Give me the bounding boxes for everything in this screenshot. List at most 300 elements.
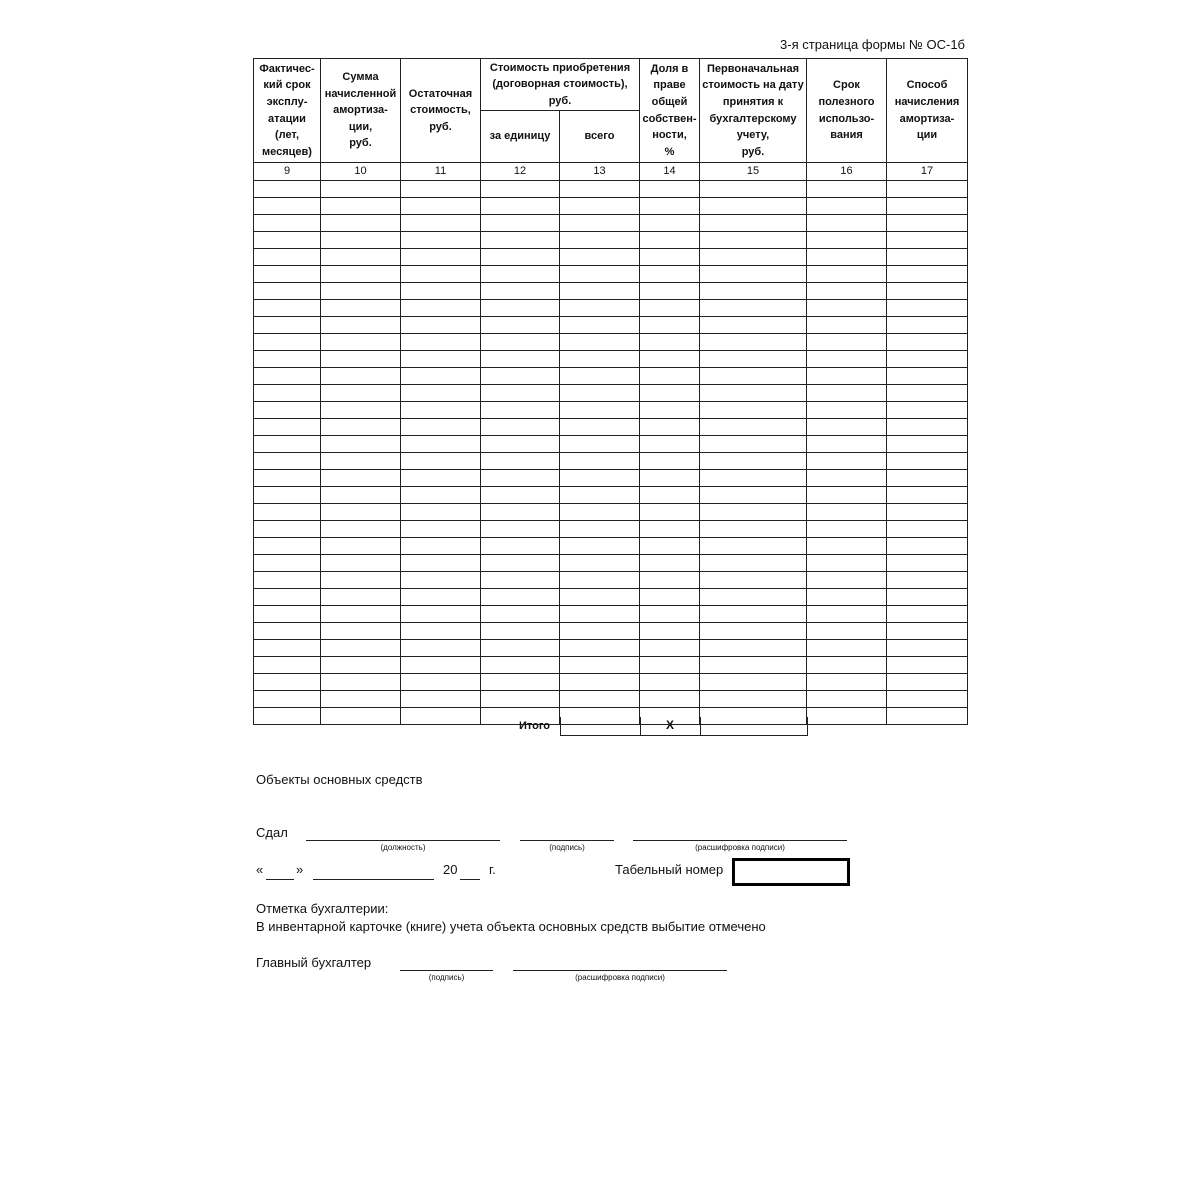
- table-cell[interactable]: [254, 248, 321, 265]
- table-cell[interactable]: [807, 265, 887, 282]
- total-cell-13[interactable]: [560, 717, 641, 736]
- table-cell[interactable]: [254, 690, 321, 707]
- table-row: [254, 214, 968, 231]
- table-cell[interactable]: [807, 469, 887, 486]
- table-cell[interactable]: [700, 690, 807, 707]
- table-cell[interactable]: [887, 350, 968, 367]
- table-cell[interactable]: [640, 282, 700, 299]
- table-cell[interactable]: [807, 537, 887, 554]
- table-cell[interactable]: [481, 367, 560, 384]
- table-row: [254, 656, 968, 673]
- table-cell[interactable]: [481, 350, 560, 367]
- table-cell[interactable]: [807, 299, 887, 316]
- table-cell[interactable]: [321, 639, 401, 656]
- table-cell[interactable]: [887, 639, 968, 656]
- table-cell[interactable]: [700, 384, 807, 401]
- table-cell[interactable]: [560, 673, 640, 690]
- table-cell[interactable]: [887, 503, 968, 520]
- table-cell[interactable]: [700, 486, 807, 503]
- table-cell[interactable]: [560, 180, 640, 197]
- table-cell[interactable]: [401, 214, 481, 231]
- table-cell[interactable]: [560, 299, 640, 316]
- table-cell[interactable]: [401, 707, 481, 724]
- table-cell[interactable]: [254, 588, 321, 605]
- table-cell[interactable]: [560, 367, 640, 384]
- table-cell[interactable]: [640, 248, 700, 265]
- table-cell[interactable]: [321, 401, 401, 418]
- table-cell[interactable]: [481, 248, 560, 265]
- table-row: [254, 571, 968, 588]
- table-cell[interactable]: [254, 214, 321, 231]
- table-cell[interactable]: [254, 384, 321, 401]
- table-cell[interactable]: [640, 197, 700, 214]
- table-cell[interactable]: [700, 248, 807, 265]
- table-cell[interactable]: [700, 350, 807, 367]
- table-cell[interactable]: [887, 605, 968, 622]
- month-line[interactable]: [313, 879, 434, 880]
- table-cell[interactable]: [560, 503, 640, 520]
- table-cell[interactable]: [254, 520, 321, 537]
- table-cell[interactable]: [254, 554, 321, 571]
- table-cell[interactable]: [887, 180, 968, 197]
- table-cell[interactable]: [401, 605, 481, 622]
- table-cell[interactable]: [401, 282, 481, 299]
- table-cell[interactable]: [321, 214, 401, 231]
- table-cell[interactable]: [481, 265, 560, 282]
- table-cell[interactable]: [640, 639, 700, 656]
- table-cell[interactable]: [700, 265, 807, 282]
- table-cell[interactable]: [807, 282, 887, 299]
- table-cell[interactable]: [887, 197, 968, 214]
- table-cell[interactable]: [807, 690, 887, 707]
- table-cell[interactable]: [560, 418, 640, 435]
- table-cell[interactable]: [640, 537, 700, 554]
- table-cell[interactable]: [807, 248, 887, 265]
- table-cell[interactable]: [640, 367, 700, 384]
- table-cell[interactable]: [807, 622, 887, 639]
- table-cell[interactable]: [254, 418, 321, 435]
- table-cell[interactable]: [254, 282, 321, 299]
- table-cell[interactable]: [807, 350, 887, 367]
- table-cell[interactable]: [807, 418, 887, 435]
- table-cell[interactable]: [401, 588, 481, 605]
- table-cell[interactable]: [807, 554, 887, 571]
- table-cell[interactable]: [254, 367, 321, 384]
- table-cell[interactable]: [887, 248, 968, 265]
- table-cell[interactable]: [321, 486, 401, 503]
- table-cell[interactable]: [481, 180, 560, 197]
- total-cell-15[interactable]: [700, 717, 808, 736]
- table-cell[interactable]: [560, 571, 640, 588]
- table-cell[interactable]: [807, 384, 887, 401]
- table-cell[interactable]: [401, 333, 481, 350]
- table-cell[interactable]: [401, 520, 481, 537]
- table-cell[interactable]: [560, 265, 640, 282]
- table-cell[interactable]: [560, 520, 640, 537]
- table-cell[interactable]: [254, 316, 321, 333]
- table-cell[interactable]: [321, 333, 401, 350]
- table-cell[interactable]: [887, 333, 968, 350]
- table-cell[interactable]: [560, 401, 640, 418]
- table-cell[interactable]: [560, 656, 640, 673]
- table-cell[interactable]: [700, 588, 807, 605]
- table-cell[interactable]: [807, 673, 887, 690]
- personnel-number-box[interactable]: [732, 858, 850, 886]
- table-cell[interactable]: [700, 520, 807, 537]
- table-cell[interactable]: [807, 435, 887, 452]
- table-cell[interactable]: [321, 282, 401, 299]
- table-cell[interactable]: [401, 537, 481, 554]
- table-cell[interactable]: [481, 673, 560, 690]
- table-cell[interactable]: [321, 248, 401, 265]
- table-cell[interactable]: [321, 265, 401, 282]
- table-cell[interactable]: [640, 401, 700, 418]
- table-cell[interactable]: [887, 384, 968, 401]
- position-line[interactable]: [306, 840, 500, 841]
- table-cell[interactable]: [321, 673, 401, 690]
- table-cell[interactable]: [401, 503, 481, 520]
- table-cell[interactable]: [700, 656, 807, 673]
- table-cell[interactable]: [481, 554, 560, 571]
- table-cell[interactable]: [807, 605, 887, 622]
- table-cell[interactable]: [481, 605, 560, 622]
- table-cell[interactable]: [481, 316, 560, 333]
- table-cell[interactable]: [560, 282, 640, 299]
- table-cell[interactable]: [700, 282, 807, 299]
- table-cell[interactable]: [640, 486, 700, 503]
- table-cell[interactable]: [560, 537, 640, 554]
- table-cell[interactable]: [887, 707, 968, 724]
- table-cell[interactable]: [700, 571, 807, 588]
- table-cell[interactable]: [640, 469, 700, 486]
- table-cell[interactable]: [401, 316, 481, 333]
- table-cell[interactable]: [401, 622, 481, 639]
- table-cell[interactable]: [887, 520, 968, 537]
- table-cell[interactable]: [254, 452, 321, 469]
- table-cell[interactable]: [887, 656, 968, 673]
- table-cell[interactable]: [807, 520, 887, 537]
- table-cell[interactable]: [640, 265, 700, 282]
- table-cell[interactable]: [254, 350, 321, 367]
- table-cell[interactable]: [401, 418, 481, 435]
- table-cell[interactable]: [321, 452, 401, 469]
- table-cell[interactable]: [481, 639, 560, 656]
- table-cell[interactable]: [560, 316, 640, 333]
- table-cell[interactable]: [401, 401, 481, 418]
- table-cell[interactable]: [700, 180, 807, 197]
- table-cell[interactable]: [807, 656, 887, 673]
- table-cell[interactable]: [321, 231, 401, 248]
- table-cell[interactable]: [401, 571, 481, 588]
- table-cell[interactable]: [481, 452, 560, 469]
- table-cell[interactable]: [481, 537, 560, 554]
- year-line[interactable]: [460, 879, 480, 880]
- table-cell[interactable]: [887, 231, 968, 248]
- table-cell[interactable]: [807, 333, 887, 350]
- table-cell[interactable]: [254, 435, 321, 452]
- table-cell[interactable]: [254, 571, 321, 588]
- table-cell[interactable]: [560, 350, 640, 367]
- table-cell[interactable]: [807, 231, 887, 248]
- table-cell[interactable]: [640, 571, 700, 588]
- table-cell[interactable]: [640, 316, 700, 333]
- table-cell[interactable]: [887, 367, 968, 384]
- personnel-number-label: Табельный номер: [615, 862, 724, 877]
- table-cell[interactable]: [481, 299, 560, 316]
- table-cell[interactable]: [560, 622, 640, 639]
- table-cell[interactable]: [887, 690, 968, 707]
- table-cell[interactable]: [700, 537, 807, 554]
- table-cell[interactable]: [640, 520, 700, 537]
- table-cell[interactable]: [401, 690, 481, 707]
- table-cell[interactable]: [321, 622, 401, 639]
- table-cell[interactable]: [807, 503, 887, 520]
- table-row: [254, 622, 968, 639]
- table-cell[interactable]: [254, 639, 321, 656]
- table-cell[interactable]: [887, 588, 968, 605]
- table-cell[interactable]: [401, 265, 481, 282]
- table-cell[interactable]: [700, 622, 807, 639]
- table-cell[interactable]: [700, 231, 807, 248]
- table-cell[interactable]: [321, 537, 401, 554]
- table-cell[interactable]: [401, 299, 481, 316]
- table-cell[interactable]: [401, 350, 481, 367]
- table-cell[interactable]: [887, 469, 968, 486]
- table-cell[interactable]: [401, 384, 481, 401]
- table-cell[interactable]: [640, 690, 700, 707]
- table-cell[interactable]: [560, 197, 640, 214]
- table-cell[interactable]: [640, 588, 700, 605]
- table-cell[interactable]: [640, 333, 700, 350]
- table-cell[interactable]: [887, 214, 968, 231]
- table-cell[interactable]: [560, 248, 640, 265]
- table-cell[interactable]: [401, 248, 481, 265]
- table-cell[interactable]: [321, 197, 401, 214]
- table-cell[interactable]: [321, 384, 401, 401]
- table-cell[interactable]: [321, 656, 401, 673]
- table-cell[interactable]: [887, 673, 968, 690]
- table-cell[interactable]: [887, 622, 968, 639]
- table-cell[interactable]: [700, 554, 807, 571]
- table-cell[interactable]: [807, 571, 887, 588]
- table-cell[interactable]: [481, 384, 560, 401]
- table-cell[interactable]: [640, 622, 700, 639]
- table-cell[interactable]: [700, 333, 807, 350]
- table-cell[interactable]: [700, 639, 807, 656]
- table-cell[interactable]: [481, 401, 560, 418]
- table-cell[interactable]: [254, 503, 321, 520]
- table-cell[interactable]: [254, 622, 321, 639]
- decoding-line[interactable]: [633, 840, 847, 841]
- table-cell[interactable]: [560, 639, 640, 656]
- table-cell[interactable]: [640, 435, 700, 452]
- table-cell[interactable]: [401, 231, 481, 248]
- table-cell[interactable]: [321, 299, 401, 316]
- table-cell[interactable]: [481, 231, 560, 248]
- table-cell[interactable]: [640, 299, 700, 316]
- table-cell[interactable]: [254, 401, 321, 418]
- table-cell[interactable]: [481, 486, 560, 503]
- table-cell[interactable]: [640, 503, 700, 520]
- table-cell[interactable]: [807, 214, 887, 231]
- table-cell[interactable]: [481, 503, 560, 520]
- table-cell[interactable]: [560, 384, 640, 401]
- table-cell[interactable]: [700, 673, 807, 690]
- table-cell[interactable]: [887, 282, 968, 299]
- table-cell[interactable]: [887, 418, 968, 435]
- table-cell[interactable]: [401, 180, 481, 197]
- table-cell[interactable]: [321, 350, 401, 367]
- table-cell[interactable]: [254, 673, 321, 690]
- table-cell[interactable]: [887, 299, 968, 316]
- table-cell[interactable]: [640, 231, 700, 248]
- table-cell[interactable]: [560, 554, 640, 571]
- table-cell[interactable]: [481, 282, 560, 299]
- table-cell[interactable]: [321, 469, 401, 486]
- table-cell[interactable]: [321, 435, 401, 452]
- table-cell[interactable]: [321, 707, 401, 724]
- table-cell[interactable]: [807, 367, 887, 384]
- table-cell[interactable]: [887, 537, 968, 554]
- table-cell[interactable]: [887, 401, 968, 418]
- table-cell[interactable]: [321, 588, 401, 605]
- table-cell[interactable]: [481, 656, 560, 673]
- chief-decoding-line[interactable]: [513, 970, 727, 971]
- table-cell[interactable]: [807, 180, 887, 197]
- table-cell[interactable]: [321, 554, 401, 571]
- table-cell[interactable]: [481, 214, 560, 231]
- table-cell[interactable]: [640, 350, 700, 367]
- table-cell[interactable]: [560, 486, 640, 503]
- table-cell[interactable]: [807, 588, 887, 605]
- table-cell[interactable]: [254, 605, 321, 622]
- table-cell[interactable]: [560, 469, 640, 486]
- chief-signature-line[interactable]: [400, 970, 493, 971]
- table-cell[interactable]: [481, 333, 560, 350]
- day-line[interactable]: [266, 879, 294, 880]
- table-cell[interactable]: [481, 418, 560, 435]
- table-cell[interactable]: [807, 197, 887, 214]
- table-cell[interactable]: [321, 316, 401, 333]
- table-cell[interactable]: [254, 469, 321, 486]
- table-cell[interactable]: [481, 520, 560, 537]
- table-cell[interactable]: [401, 554, 481, 571]
- table-cell[interactable]: [807, 486, 887, 503]
- table-cell[interactable]: [254, 231, 321, 248]
- table-cell[interactable]: [321, 180, 401, 197]
- table-cell[interactable]: [887, 265, 968, 282]
- table-cell[interactable]: [321, 571, 401, 588]
- table-cell[interactable]: [700, 197, 807, 214]
- table-cell[interactable]: [321, 520, 401, 537]
- table-cell[interactable]: [887, 435, 968, 452]
- table-cell[interactable]: [321, 690, 401, 707]
- table-cell[interactable]: [321, 418, 401, 435]
- table-cell[interactable]: [640, 180, 700, 197]
- table-cell[interactable]: [401, 452, 481, 469]
- table-cell[interactable]: [560, 231, 640, 248]
- table-cell[interactable]: [481, 469, 560, 486]
- table-cell[interactable]: [560, 452, 640, 469]
- table-cell[interactable]: [401, 639, 481, 656]
- table-cell[interactable]: [401, 486, 481, 503]
- signature-line[interactable]: [520, 840, 614, 841]
- table-cell[interactable]: [254, 265, 321, 282]
- table-cell[interactable]: [640, 452, 700, 469]
- table-cell[interactable]: [887, 486, 968, 503]
- table-cell[interactable]: [807, 401, 887, 418]
- table-cell[interactable]: [807, 316, 887, 333]
- table-cell[interactable]: [887, 571, 968, 588]
- table-cell[interactable]: [481, 622, 560, 639]
- table-cell[interactable]: [321, 605, 401, 622]
- table-cell[interactable]: [560, 690, 640, 707]
- table-cell[interactable]: [700, 316, 807, 333]
- table-cell[interactable]: [560, 588, 640, 605]
- table-cell[interactable]: [700, 367, 807, 384]
- table-cell[interactable]: [700, 605, 807, 622]
- table-cell[interactable]: [254, 486, 321, 503]
- table-cell[interactable]: [700, 452, 807, 469]
- table-cell[interactable]: [640, 673, 700, 690]
- table-cell[interactable]: [807, 639, 887, 656]
- table-cell[interactable]: [481, 571, 560, 588]
- table-cell[interactable]: [560, 333, 640, 350]
- table-cell[interactable]: [401, 197, 481, 214]
- table-cell[interactable]: [640, 656, 700, 673]
- table-cell[interactable]: [887, 316, 968, 333]
- table-cell[interactable]: [401, 367, 481, 384]
- table-cell[interactable]: [640, 554, 700, 571]
- table-cell[interactable]: [700, 435, 807, 452]
- table-cell[interactable]: [887, 452, 968, 469]
- table-cell[interactable]: [321, 503, 401, 520]
- table-cell[interactable]: [807, 707, 887, 724]
- table-cell[interactable]: [401, 435, 481, 452]
- table-cell[interactable]: [887, 554, 968, 571]
- table-cell[interactable]: [401, 656, 481, 673]
- table-cell[interactable]: [700, 401, 807, 418]
- table-cell[interactable]: [640, 384, 700, 401]
- table-cell[interactable]: [700, 503, 807, 520]
- table-cell[interactable]: [640, 605, 700, 622]
- table-cell[interactable]: [640, 214, 700, 231]
- table-cell[interactable]: [321, 367, 401, 384]
- table-cell[interactable]: [640, 418, 700, 435]
- table-cell[interactable]: [700, 469, 807, 486]
- table-cell[interactable]: [254, 333, 321, 350]
- table-cell[interactable]: [807, 452, 887, 469]
- table-cell[interactable]: [560, 214, 640, 231]
- table-cell[interactable]: [254, 707, 321, 724]
- table-cell[interactable]: [700, 418, 807, 435]
- table-cell[interactable]: [481, 690, 560, 707]
- table-cell[interactable]: [700, 299, 807, 316]
- table-cell[interactable]: [401, 469, 481, 486]
- table-cell[interactable]: [401, 673, 481, 690]
- table-cell[interactable]: [254, 299, 321, 316]
- table-cell[interactable]: [254, 656, 321, 673]
- table-cell[interactable]: [481, 588, 560, 605]
- table-cell[interactable]: [560, 605, 640, 622]
- table-cell[interactable]: [560, 435, 640, 452]
- table-cell[interactable]: [481, 197, 560, 214]
- table-cell[interactable]: [700, 214, 807, 231]
- table-cell[interactable]: [254, 537, 321, 554]
- table-cell[interactable]: [254, 197, 321, 214]
- table-cell[interactable]: [254, 180, 321, 197]
- table-cell[interactable]: [481, 435, 560, 452]
